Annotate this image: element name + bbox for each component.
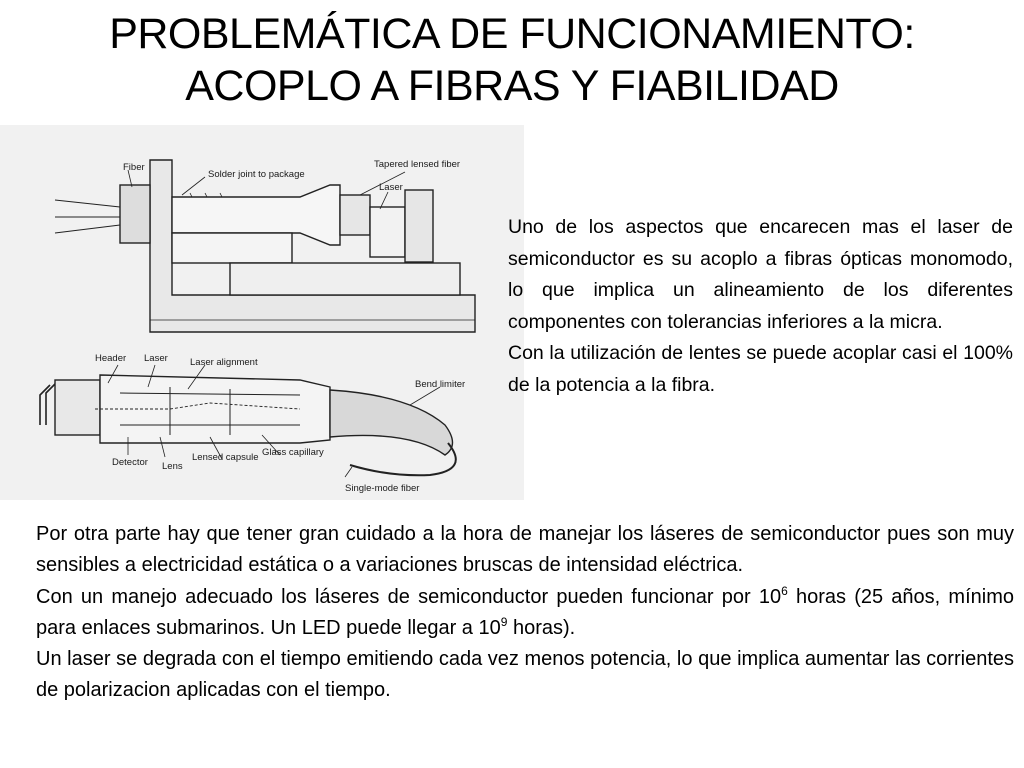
label-bend: Bend limiter: [415, 379, 466, 390]
label-tapered: Tapered lensed fiber: [374, 159, 461, 170]
exponent-9: 9: [500, 614, 508, 629]
label-header: Header: [95, 353, 127, 364]
fiber-strand: [55, 200, 120, 233]
label-fiber: Fiber: [123, 162, 145, 173]
header-pins: [40, 383, 56, 425]
base-plate-1: [172, 233, 292, 263]
reliability-paragraph-2: [36, 582, 1014, 645]
p2-part-c: horas).: [507, 616, 576, 639]
reliability-paragraph-1: Por otra parte hay que tener gran cuidado a la hora de manejar los láseres de semiconductor pues son muy sensibles a electricidad estática o a variaciones bruscas de intensidad eléctrica.: [36, 523, 1014, 577]
laser-submount: [370, 207, 405, 257]
p2-part-a: Con un manejo adecuado los láseres de semiconductor pueden funcionar por 10: [36, 585, 782, 608]
label-solder: Solder joint to package: [208, 169, 305, 180]
label-lens: Lens: [162, 461, 183, 472]
fiber-coupling-diagram: [0, 125, 524, 500]
fiber-sleeve: [120, 185, 150, 243]
coupling-paragraph-2: Con la utilización de lentes se puede acoplar casi el 100% de la potencia a la fibra.: [508, 342, 1013, 396]
title-line-1: PROBLEMÁTICA DE FUNCIONAMIENTO:: [109, 10, 915, 58]
reliability-description: [36, 519, 1014, 707]
laser-block: [405, 190, 433, 262]
p2-part-b: horas (25 años, mínimo para enlaces submarinos. Un LED puede llegar a 10: [36, 585, 1015, 639]
header-body: [55, 380, 100, 435]
bend-limiter: [330, 390, 453, 455]
label-laser-top: Laser: [379, 182, 403, 193]
coupling-description: [508, 212, 1013, 401]
label-detector: Detector: [112, 457, 148, 468]
exponent-6: 6: [781, 583, 788, 598]
base-plate-2: [230, 263, 460, 295]
lensed-fiber-tip: [340, 195, 370, 235]
reliability-paragraph-3: Un laser se degrada con el tiempo emitiendo cada vez menos potencia, lo que implica aumentar las corrientes de polarizacion aplicadas con el tiempo.: [36, 648, 1014, 702]
label-alignment: Laser alignment: [190, 357, 258, 368]
label-smf: Single-mode fiber: [345, 483, 420, 494]
label-capillary: Glass capillary: [262, 447, 324, 458]
label-laser-bottom: Laser: [144, 353, 168, 364]
slide-title: [0, 8, 1024, 112]
coupling-paragraph-1: Uno de los aspectos que encarecen mas el laser de semiconductor es su acoplo a fibras ópticas monomodo, lo que implica un alineamiento de los diferentes componentes con tolerancias inferiores a la micra.: [508, 216, 1013, 333]
title-line-2: ACOPLO A FIBRAS Y FIABILIDAD: [185, 62, 839, 110]
label-capsule: Lensed capsule: [192, 452, 259, 463]
fiber-coupling-figure: [0, 125, 524, 500]
